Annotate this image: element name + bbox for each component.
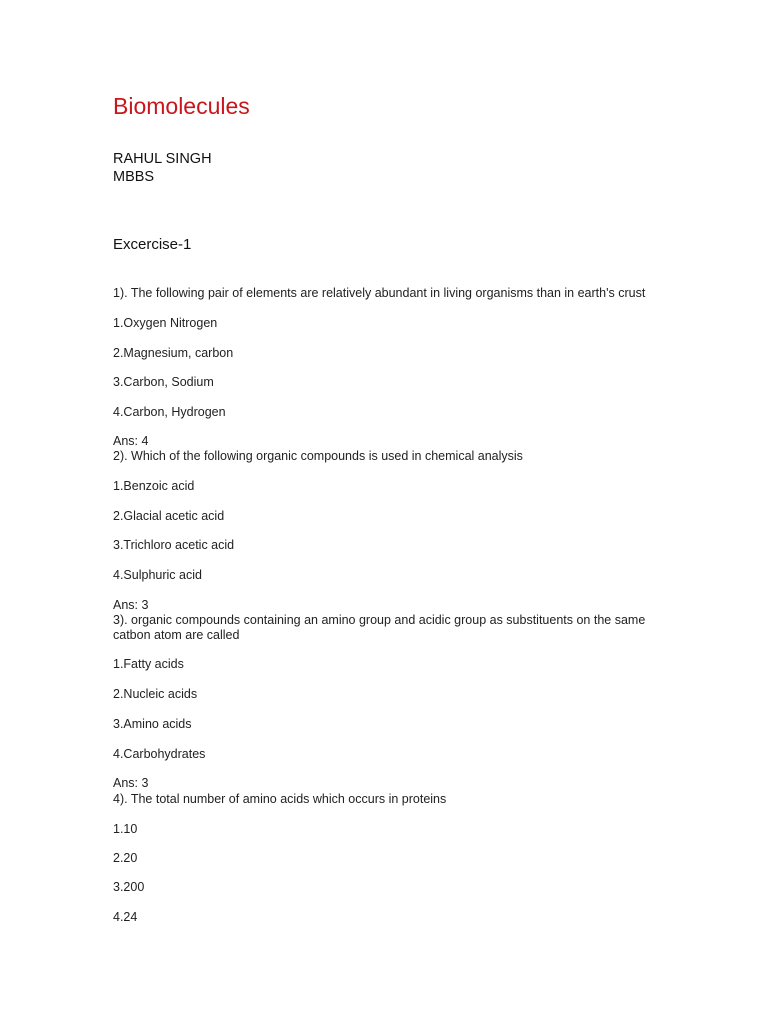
author-name: RAHUL SINGH	[113, 151, 212, 167]
question-1-text: 1). The following pair of elements are relatively abundant in living organisms than in earth's crust	[113, 286, 646, 300]
question-4-option-4: 4.24	[113, 910, 138, 924]
question-3-option-1: 1.Fatty acids	[113, 657, 184, 671]
question-3-option-3: 3.Amino acids	[113, 717, 192, 731]
exercise-heading: Excercise-1	[113, 236, 192, 253]
question-3-answer: Ans: 3	[113, 776, 149, 790]
question-1-option-3: 3.Carbon, Sodium	[113, 375, 214, 389]
document-title: Biomolecules	[113, 93, 250, 119]
question-2-option-2: 2.Glacial acetic acid	[113, 509, 225, 523]
question-2-answer: Ans: 3	[113, 598, 149, 612]
question-3-text: 3). organic compounds containing an amino group and acidic group as substituents on the same catbon atom are called	[113, 613, 646, 642]
question-4-option-2: 2.20	[113, 851, 138, 865]
question-4-option-3: 3.200	[113, 880, 145, 894]
question-1-option-4: 4.Carbon, Hydrogen	[113, 405, 226, 419]
question-2-option-1: 1.Benzoic acid	[113, 479, 195, 493]
question-2-option-4: 4.Sulphuric acid	[113, 568, 202, 582]
question-2-text: 2). Which of the following organic compounds is used in chemical analysis	[113, 449, 523, 463]
question-1-answer: Ans: 4	[113, 434, 149, 448]
question-3-option-4: 4.Carbohydrates	[113, 747, 206, 761]
question-4-option-1: 1.10	[113, 822, 138, 836]
author-block	[113, 150, 212, 186]
question-4-text: 4). The total number of amino acids which occurs in proteins	[113, 792, 447, 806]
question-2-option-3: 3.Trichloro acetic acid	[113, 538, 235, 552]
author-degree: MBBS	[113, 169, 155, 185]
question-1-option-1: 1.Oxygen Nitrogen	[113, 316, 218, 330]
question-1-option-2: 2.Magnesium, carbon	[113, 346, 234, 360]
question-3-option-2: 2.Nucleic acids	[113, 687, 198, 701]
